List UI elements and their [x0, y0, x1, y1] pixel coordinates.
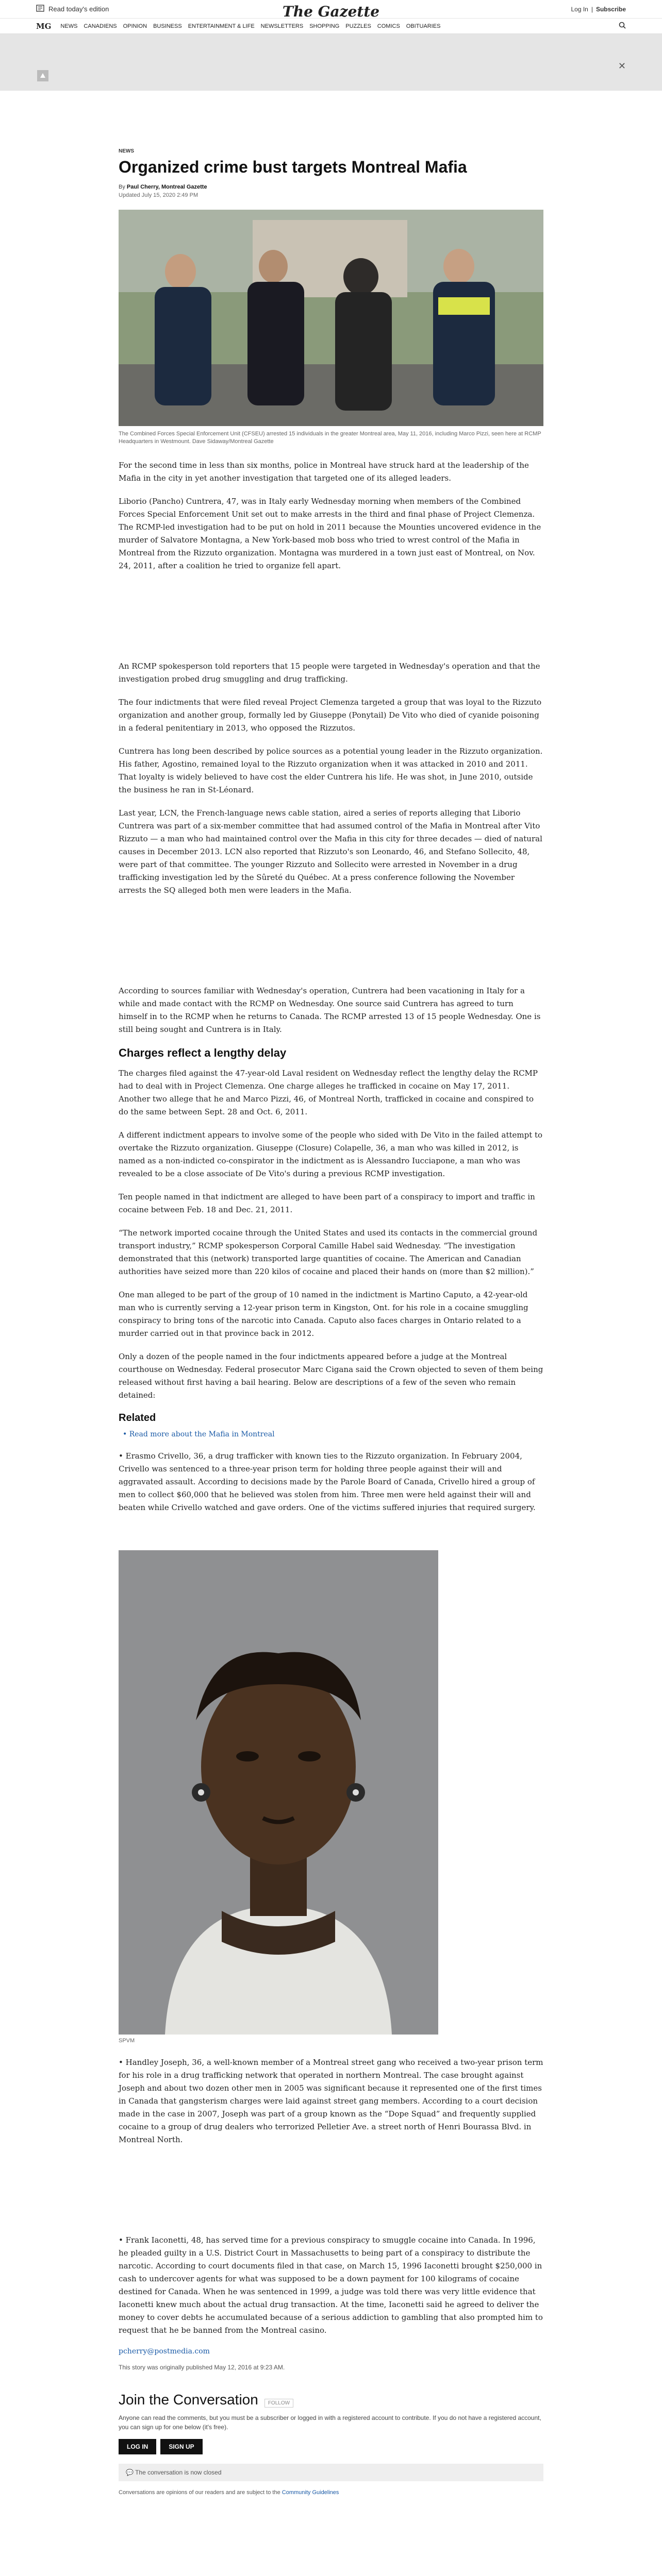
related-link[interactable]: • Read more about the Mafia in Montreal [123, 1430, 275, 1438]
related-heading: Related [119, 1412, 156, 1423]
nav-item-newsletters[interactable]: NEWSLETTERS [260, 23, 304, 29]
guidelines-prefix: Conversations are opinions of our readers and are subject to the [119, 2489, 280, 2496]
lead-photo[interactable] [119, 210, 543, 426]
ad-banner [0, 34, 662, 91]
publish-date: Updated July 15, 2020 2:49 PM [119, 192, 198, 198]
conversation-intro: Anyone can read the comments, but you must be a subscriber or logged in with a registered account to contribute. If you do not have a registered account, you can sign up for one below (it's free). [119, 2414, 541, 2431]
nav-item-shopping[interactable]: SHOPPING [309, 23, 340, 29]
subscribe-link[interactable]: Subscribe [595, 5, 626, 13]
nav-item-entertainment[interactable]: ENTERTAINMENT & LIFE [188, 23, 255, 29]
conversation-header [119, 2392, 543, 2408]
photo-caption: The Combined Forces Special Enforcement Unit (CFSEU) arrested 15 individuals in the greater Montreal area, May 11, 2016, including Marco Pizzi, seen here at RCMP Headquarters in Westmount. Dave Sidaway/Montreal Gazette [119, 431, 541, 445]
paragraph: “The network imported cocaine through the United States and used its contacts in the commercial ground transport industry,” RCMP spokesperson Corporal Camille Habel said Wednesday. “The investigation demonstrated that this (network) transported large quantities of cocaine. The American and Canadian authorities have seized more than 220 kilos of cocaine and placed their hands on (more than $2 million).” [119, 1228, 538, 1276]
nav-item-business[interactable]: BUSINESS [153, 23, 182, 29]
photo-credit: SPVM [119, 2038, 135, 2044]
nav-item-puzzles[interactable]: PUZZLES [345, 23, 371, 29]
community-guidelines-link[interactable]: Community Guidelines [282, 2489, 339, 2496]
guidelines-note [119, 2489, 543, 2496]
section-kicker[interactable]: NEWS [119, 148, 134, 154]
original-publish-note: This story was originally published May 12, 2016 at 9:23 AM. [119, 2364, 285, 2371]
paragraph: Cuntrera has long been described by police sources as a potential young leader in the Rizzuto organization. His father, Agostino, remained loyal to the Rizzuto organization when it was attacked in 2010 and 2011. That loyalty is widely believed to have cost the elder Cuntrera his life. He was shot, in June 2010, outside the business he ran in St-Léonard. [119, 747, 543, 794]
signup-button[interactable]: SIGN UP [160, 2439, 202, 2454]
paragraph: The charges filed against the 47-year-old Laval resident on Wednesday reflect the lengthy delay the RCMP had to deal with in Project Clemenza. One charge alleges he trafficked in cocaine on May 17, 2011. Another two allege that he and Marco Pizzi, 46, of Montreal North, trafficked in cocaine and conspired to do the same between Sept. 28 and Oct. 6, 2011. [119, 1069, 538, 1116]
divider: | [591, 5, 593, 13]
paragraph: For the second time in less than six months, police in Montreal have struck hard at the leadership of the Mafia in the city in yet another investigation that targeted one of its alleged leaders. [119, 461, 529, 483]
nav-item-obituaries[interactable]: OBITUARIES [406, 23, 441, 29]
paragraph: A different indictment appears to involve some of the people who sided with De Vito in the failed attempt to overtake the Rizzuto organization. Giuseppe (Closure) Colapelle, 36, a man who was killed in 2012, is named as a non-indicted co-conspirator in the indictment as is Alessandro Iucciapone, a man who was revealed to be a close associate of De Vito's during a previous RCMP investigation. [119, 1130, 543, 1178]
nav-item-canadiens[interactable]: CANADIENS [84, 23, 117, 29]
paragraph: Liborio (Pancho) Cuntrera, 47, was in Italy early Wednesday morning when members of the Combined Forces Special Enforcement Unit set out to make arrests in the third and final phase of Project Clemenza. The RCMP-led investigation had to be put on hold in 2011 because the Mounties uncovered evidence in the murder of Salvatore Montagna, a New York-based mob boss who tried to wrest control of the Mafia in Montreal from the Rizzuto organization. Montagna was murdered in a town just east of Montreal, on Nov. 24, 2011, after a coalition he tried to organize fell apart. [119, 497, 541, 570]
byline-prefix: By [119, 184, 125, 190]
paragraph: According to sources familiar with Wednesday's operation, Cuntrera had been vacationing in Italy for a while and made contact with the RCMP on Wednesday. One source said Cuntrera has agreed to turn himself in to the RCMP when he returns to Canada. The RCMP arrested 13 of 15 people Wednesday. One is still being sought and Cuntrera is in Italy. [119, 986, 541, 1034]
related-link-label[interactable]: Read more about the Mafia in Montreal [129, 1430, 275, 1438]
login-link[interactable]: Log In [571, 5, 588, 13]
mg-logo[interactable]: MG [36, 21, 52, 31]
top-utility-bar [0, 0, 662, 19]
nav-item-news[interactable]: NEWS [60, 23, 78, 29]
masthead-logo[interactable]: The Gazette [282, 3, 380, 20]
search-icon[interactable] [619, 22, 626, 30]
paragraph: • Erasmo Crivello, 36, a drug trafficker with known ties to the Rizzuto organization. In February 2004, Crivello was sentenced to a three-year prison term for holding three people against their will and aggravated assault. According to decisions made by the Parole Board of Canada, Crivello hired a group of men to collect $60,000 that he believed was stolen from him. Three men were held against their will and beaten while Crivello watched and gave orders. One of the victims suffered injuries that required surgery. [119, 1451, 536, 1512]
paragraph: The four indictments that were filed reveal Project Clemenza targeted a group that was loyal to the Rizzuto organization and another group, formally led by Giuseppe (Ponytail) De Vito who died of cyanide poisoning in a federal penitentiary in 2013, who opposed the Rizzutos. [119, 698, 542, 733]
follow-button[interactable]: FOLLOW [264, 2399, 293, 2408]
conversation-closed-text: The conversation is now closed [135, 2469, 222, 2476]
ad-info-icon[interactable] [37, 70, 48, 81]
read-todays-edition[interactable] [36, 5, 109, 13]
author-email-link[interactable]: pcherry@postmedia.com [119, 2347, 210, 2355]
headline: Organized crime bust targets Montreal Mafia [119, 158, 467, 176]
close-icon[interactable]: ✕ [618, 61, 626, 71]
paragraph: Last year, LCN, the French-language news cable station, aired a series of reports alleging that Liborio Cuntrera was part of a six-member committee that had assumed control of the Mafia in Montreal after Vito Rizzuto — a man who had maintained control over the Mafia in this city for three decades — died of natural causes in December 2013. LCN also reported that Rizzuto's son Leonardo, 46, and Stefano Sollecito, 48, were part of that committee. The younger Rizzuto and Sollecito were arrested in November in a drug trafficking investigation led by the Sûreté du Québec. At a press conference following the November arrests the SQ alleged both men were leaders in the Mafia. [119, 808, 542, 895]
inline-ad-space [119, 2157, 543, 2234]
paragraph: One man alleged to be part of the group of 10 named in the indictment is Martino Caputo, a 42-year-old man who is currently serving a 12-year prison term in Kingston, Ont. for his role in a cocaine smuggling conspiracy to bring tons of the narcotic into Canada. Caputo also faces charges in Ontario related to a murder carried out in that province back in 2012. [119, 1290, 528, 1338]
login-button[interactable]: LOG IN [119, 2439, 156, 2454]
paragraph: • Frank Iaconetti, 48, has served time for a previous conspiracy to smuggle cocaine into Canada. In 1996, he pleaded guilty in a U.S. District Court in Massachusetts to being part of a conspiracy to distribute the narcotic. According to court documents filed in that case, on March 15, 1996 Iaconetti brought $250,000 in cash to undercover agents for what was supposed to be a down payment for 100 kilograms of cocaine destined for Canada. When he was sentenced in 1999, a judge was told there was very little evidence that Iaconetti knew much about the actual drug transaction. At the time, Iaconetti said he agreed to deliver the money to cover debts he accumulated because of a serious addiction to gambling that also prompted him to request that he be banned from the Montreal casino. [119, 2235, 543, 2335]
speech-bubble-icon: 💬 [126, 2469, 134, 2476]
nav-item-comics[interactable]: COMICS [377, 23, 400, 29]
subheading: Charges reflect a lengthy delay [119, 1046, 287, 1059]
main-nav [0, 19, 662, 34]
mugshot-photo[interactable] [119, 1550, 438, 2035]
article-container [0, 91, 662, 2576]
paragraph: Only a dozen of the people named in the four indictments appeared before a judge at the Montreal courthouse on Wednesday. Federal prosecutor Marc Cigana said the Crown objected to seven of them being released without first having a bail hearing. Below are descriptions of a few of the seven who remain detained: [119, 1352, 543, 1400]
author-name[interactable]: Paul Cherry, Montreal Gazette [126, 184, 207, 190]
nav-item-opinion[interactable]: OPINION [123, 23, 147, 29]
conversation-actions [119, 2439, 543, 2454]
inline-ad-space [119, 583, 543, 660]
paragraph: Ten people named in that indictment are alleged to have been part of a conspiracy to import and traffic in cocaine between Feb. 18 and Dec. 21, 2011. [119, 1192, 535, 1214]
paragraph: An RCMP spokesperson told reporters that 15 people were targeted in Wednesday's operation and that the investigation probed drug smuggling and drug trafficking. [119, 662, 540, 684]
newspaper-icon [36, 5, 44, 13]
byline [119, 184, 543, 190]
inline-ad-space [119, 907, 543, 985]
paragraph: • Handley Joseph, 36, a well-known member of a Montreal street gang who received a two-year prison term for his role in a drug trafficking network that operated in northern Montreal. The case brought against Joseph and about two dozen other men in 2005 was significant because it represented one of the first times in Canada that gangsterism charges were laid against street gang members. According to a court decision made in the case in 2007, Joseph was part of a group known as the “Dope Squad” and frequently supplied cocaine to a group of drug dealers who terrorized Pelletier Ave. a street north of Henri Bourassa Blvd. in Montreal North. [119, 2058, 543, 2144]
read-todays-edition-label: Read today's edition [48, 5, 109, 13]
article [119, 91, 543, 2496]
conversation-title: Join the Conversation [119, 2392, 258, 2408]
conversation-closed-notice [119, 2464, 543, 2481]
